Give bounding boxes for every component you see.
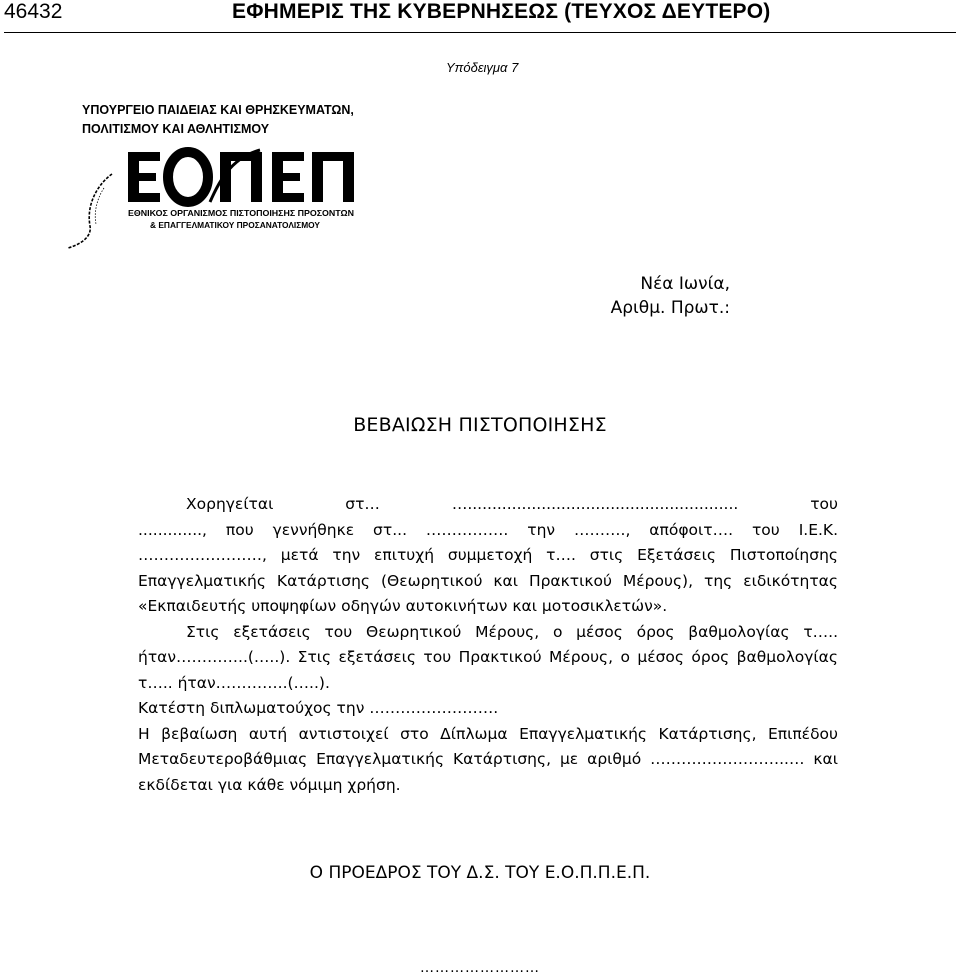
template-label: Υπόδειγμα 7 (446, 60, 519, 75)
protocol-number: Αριθμ. Πρωτ.: (610, 298, 730, 318)
signatory-title: Ο ΠΡΟΕΔΡΟΣ ΤΟΥ Δ.Σ. ΤΟΥ Ε.Ο.Π.Π.Ε.Π. (309, 863, 651, 883)
body-line-2: ............., που γεννήθηκε στ... ……………. την ………., απόφοιτ…. του Ι.Ε.Κ. (138, 520, 838, 539)
body-paragraph-4: Η βεβαίωση αυτή αντιστοιχεί στο Δίπλωμα Επαγγελματικής Κατάρτισης, Επιπέδου Μεταδευτεροβάθμιας Επαγγελματικής Κατάρτισης, με αριθμό ……….……………..… και εκδίδεται για κάθε νόμιμη χρήση. (138, 724, 838, 794)
ministry-heading (82, 101, 354, 139)
place-protocol-block (611, 272, 730, 320)
ministry-line-1: ΥΠΟΥΡΓΕΙΟ ΠΑΙΔΕΙΑΣ ΚΑΙ ΘΡΗΣΚΕΥΜΑΤΩΝ, (82, 103, 354, 117)
body-paragraph-1: ……………………, μετά την επιτυχή συμμετοχή τ…. στις Εξετάσεις Πιστοποίησης Επαγγελματικής Κατάρτισης (Θεωρητικού και Πρακτικού Μέρους), της ειδικότητας «Εκπαιδευτής υποψηφίων οδηγών αυτοκινήτων και μοτοσικλετών». (138, 546, 838, 615)
ministry-line-2: ΠΟΛΙΤΙΣΜΟΥ ΚΑΙ ΑΘΛΗΤΙΣΜΟΥ (82, 122, 270, 136)
document-title: ΒΕΒΑΙΩΣΗ ΠΙΣΤΟΠΟΙΗΣΗΣ (353, 414, 607, 436)
certificate-body (138, 492, 838, 798)
body-paragraph-3: Κατέστη διπλωματούχος την ……………………. (138, 699, 499, 717)
svg-text:& ΕΠΑΓΓΕΛΜΑΤΙΚΟΥ ΠΡΟΣΑΝΑΤΟΛΙΣΜ: & ΕΠΑΓΓΕΛΜΑΤΙΚΟΥ ΠΡΟΣΑΝΑΤΟΛΙΣΜΟΥ (150, 220, 321, 230)
signature-placeholder: …………………… (420, 960, 540, 976)
eoppep-logo (60, 144, 380, 254)
eoppep-logo-mark (60, 144, 380, 254)
place-date: Νέα Ιωνία, (640, 274, 730, 294)
body-paragraph-2: Στις εξετάσεις του Θεωρητικού Μέρους, ο μέσος όρος βαθμολογίας τ….. ήταν…………..(…..). Στις εξετάσεις του Πρακτικού Μέρους, ο μέσος όρος βαθμολογίας τ….. ήταν…………..(…..). (138, 622, 838, 692)
body-line-1: Χορηγείται στ… …....................................................... του (186, 495, 838, 513)
page-number: 46432 (4, 0, 63, 23)
svg-text:ΕΘΝΙΚΟΣ ΟΡΓΑΝΙΣΜΟΣ ΠΙΣΤΟΠΟΙΗΣΗ: ΕΘΝΙΚΟΣ ΟΡΓΑΝΙΣΜΟΣ ΠΙΣΤΟΠΟΙΗΣΗΣ ΠΡΟΣΟΝΤΩΝ (128, 208, 354, 218)
gazette-title: ΕΦΗΜΕΡΙΣ ΤΗΣ ΚΥΒΕΡΝΗΣΕΩΣ (ΤΕΥΧΟΣ ΔΕΥΤΕΡΟ) (232, 0, 771, 23)
header-rule (4, 32, 956, 33)
